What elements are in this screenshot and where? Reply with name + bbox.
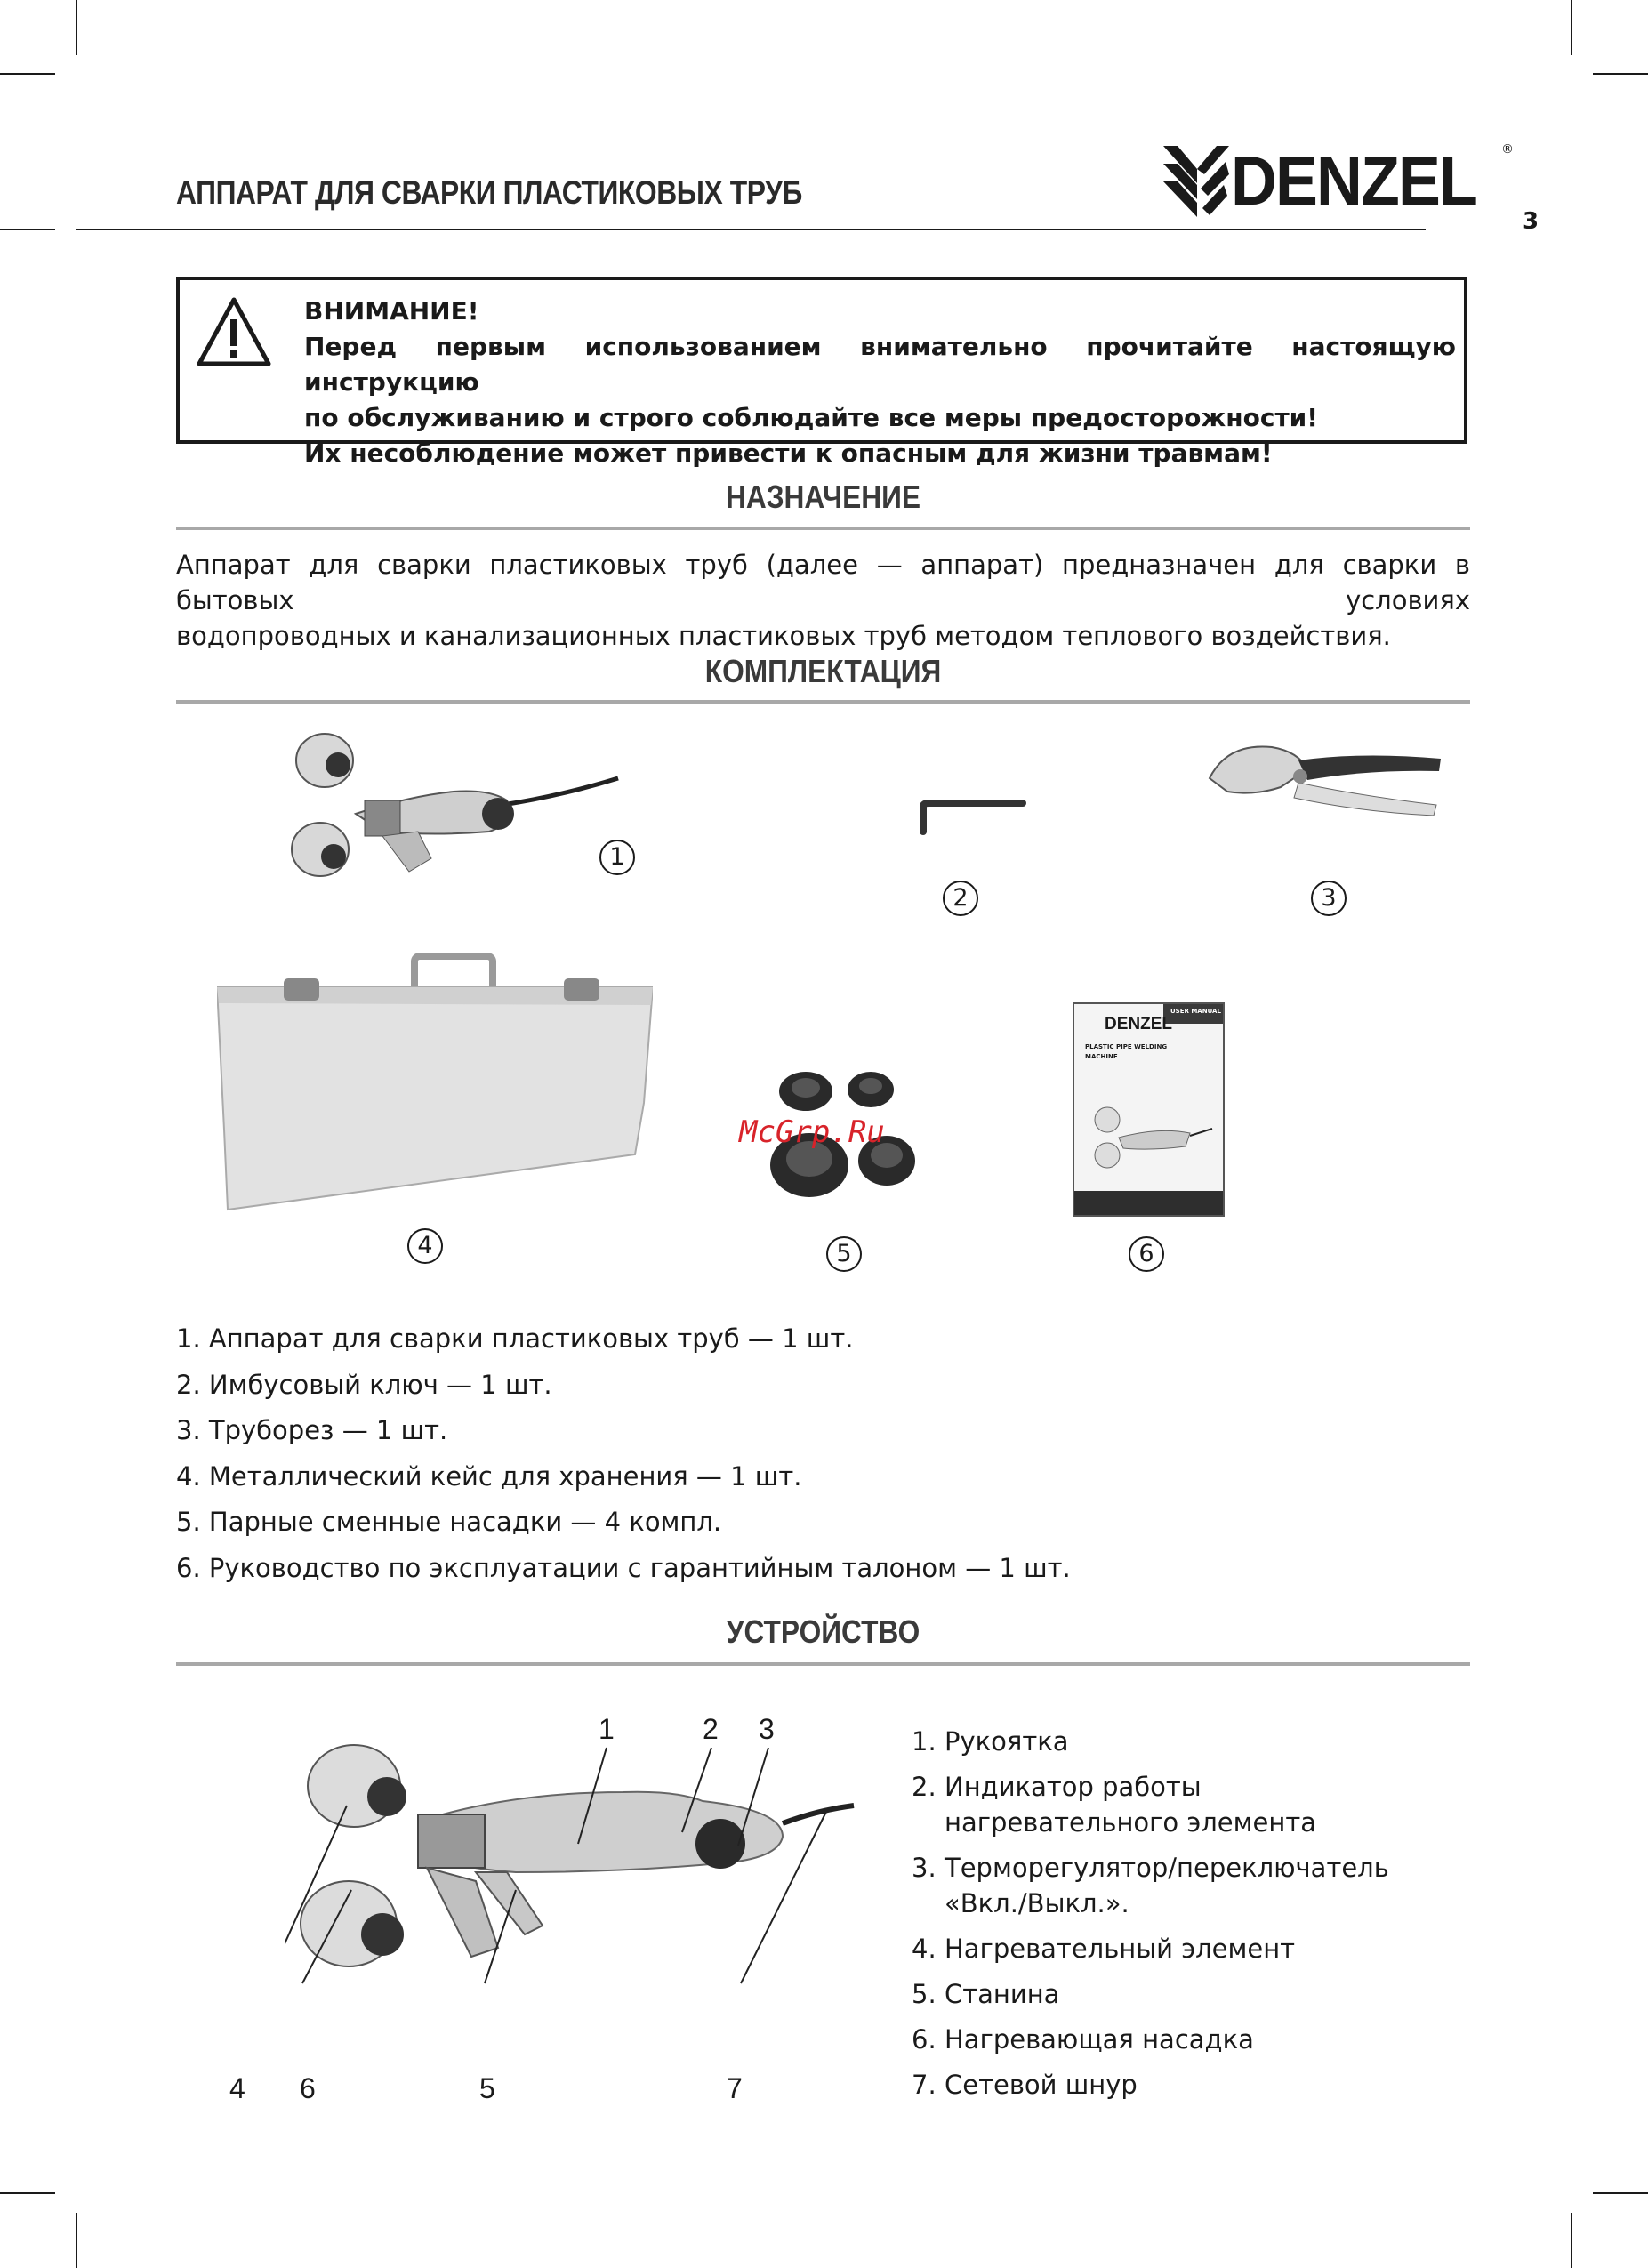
- list-item: [912, 1769, 1443, 1840]
- part-name: Терморегулятор/переключатель «Вкл./Выкл.».: [945, 1853, 1389, 1918]
- warning-line: Перед первым использованием внимательно прочитайте настоящую инструкцию: [304, 332, 1456, 397]
- manual-footer-band: [1074, 1191, 1225, 1217]
- part-name: Рукоятка: [945, 1726, 1069, 1757]
- callout-2: 2: [943, 881, 978, 916]
- callout-6: 6: [1129, 1236, 1164, 1272]
- section-rule: [176, 700, 1470, 704]
- list-item: 2. Имбусовый ключ — 1 шт.: [176, 1369, 552, 1400]
- diagram-label: 1: [599, 1713, 615, 1745]
- brand-name: DENZEL: [1231, 141, 1476, 220]
- list-item: 4. Металлический кейс для хранения — 1 шт.: [176, 1460, 802, 1492]
- kit-list: [176, 1316, 1071, 1591]
- part-name: Станина: [945, 1979, 1060, 2009]
- manual-product-image: [1088, 1102, 1217, 1173]
- list-item: 3. Труборез — 1 шт.: [176, 1415, 448, 1445]
- part-number: 5.: [912, 1979, 937, 2009]
- device-parts-list: [912, 1724, 1443, 2112]
- warning-line: по обслуживанию и строго соблюдайте все меры предосторожности!: [304, 403, 1319, 432]
- warning-heading: ВНИМАНИЕ!: [304, 296, 479, 326]
- diagram-label: 4: [229, 2072, 245, 2104]
- crop-mark: [0, 2192, 55, 2194]
- callout-5: 5: [826, 1236, 862, 1272]
- diagram-label: 6: [300, 2072, 316, 2104]
- registered-mark: ®: [1501, 142, 1514, 157]
- crop-mark: [1593, 73, 1648, 75]
- crop-mark: [1593, 2192, 1648, 2194]
- crop-mark: [0, 73, 55, 75]
- warning-line: Их несоблюдение может привести к опасным для жизни травмам!: [304, 438, 1273, 468]
- page-header-title: АППАРАТ ДЛЯ СВАРКИ ПЛАСТИКОВЫХ ТРУБ: [176, 174, 802, 211]
- section-title-purpose: НАЗНАЧЕНИЕ: [725, 479, 921, 515]
- crop-mark: [1571, 2213, 1572, 2268]
- list-item: [912, 1931, 1443, 1966]
- part-number: 6.: [912, 2024, 937, 2055]
- list-item: [912, 1850, 1443, 1921]
- manual-tag: USER MANUAL: [1170, 1008, 1221, 1015]
- callout-4: 4: [407, 1228, 443, 1264]
- welding-machine-image: [276, 725, 631, 894]
- warning-text: [304, 294, 1456, 471]
- part-number: 2.: [912, 1772, 937, 1802]
- diagram-label: 2: [703, 1713, 719, 1745]
- section-title-device: УСТРОЙСТВО: [726, 1613, 920, 1650]
- page-number: 3: [1523, 208, 1539, 235]
- section-rule: [176, 527, 1470, 530]
- part-name: Нагревающая насадка: [945, 2024, 1254, 2055]
- part-name: Сетевой шнур: [945, 2070, 1138, 2100]
- crop-mark: [76, 2213, 77, 2268]
- pipe-cutter-image: [1201, 734, 1450, 836]
- diagram-label: 3: [759, 1713, 775, 1745]
- diagram-label: 5: [479, 2072, 495, 2104]
- part-number: 7.: [912, 2070, 937, 2100]
- brand-logo: [1162, 142, 1514, 219]
- header-rule: [76, 229, 1426, 230]
- device-diagram: [285, 1721, 872, 2006]
- part-name: Индикатор работы нагревательного элемента: [945, 1772, 1316, 1838]
- list-item: [912, 2067, 1443, 2103]
- hex-key-image: [916, 796, 1027, 840]
- list-item: [912, 2022, 1443, 2057]
- diagram-label: 7: [727, 2072, 743, 2104]
- crop-mark: [76, 0, 77, 55]
- list-item: [912, 1724, 1443, 1759]
- crop-mark: [0, 229, 55, 230]
- manual-title-line: MACHINE: [1085, 1053, 1118, 1060]
- section-title-kit: КОМПЛЕКТАЦИЯ: [704, 653, 942, 689]
- manual-brand: DENZEL: [1105, 1015, 1172, 1033]
- section-rule: [176, 1662, 1470, 1666]
- part-number: 3.: [912, 1853, 937, 1883]
- denzel-emblem-icon: [1162, 142, 1231, 219]
- manual-cover-image: [1073, 1002, 1225, 1217]
- part-name: Нагревательный элемент: [945, 1934, 1296, 1964]
- watermark: McGrp.Ru: [739, 1114, 885, 1150]
- callout-3: 3: [1311, 881, 1347, 916]
- warning-triangle-icon: [196, 296, 272, 367]
- paragraph-line: водопроводных и канализационных пластиковых труб методом теплового воздействия.: [176, 621, 1391, 651]
- part-number: 4.: [912, 1934, 937, 1964]
- list-item: 5. Парные сменные насадки — 4 компл.: [176, 1507, 722, 1537]
- list-item: [912, 1976, 1443, 2012]
- manual-title-line: PLASTIC PIPE WELDING: [1085, 1043, 1168, 1050]
- list-item: 1. Аппарат для сварки пластиковых труб — 1 шт.: [176, 1323, 854, 1354]
- list-item: 6. Руководство по эксплуатации с гарантийным талоном — 1 шт.: [176, 1552, 1071, 1583]
- metal-case-image: [217, 952, 653, 1214]
- purpose-paragraph: [176, 547, 1470, 654]
- part-number: 1.: [912, 1726, 937, 1757]
- paragraph-line: Аппарат для сварки пластиковых труб (далее — аппарат) предназначен для сварки в бытовых условиях: [176, 550, 1470, 615]
- callout-1: 1: [599, 840, 635, 875]
- crop-mark: [1571, 0, 1572, 55]
